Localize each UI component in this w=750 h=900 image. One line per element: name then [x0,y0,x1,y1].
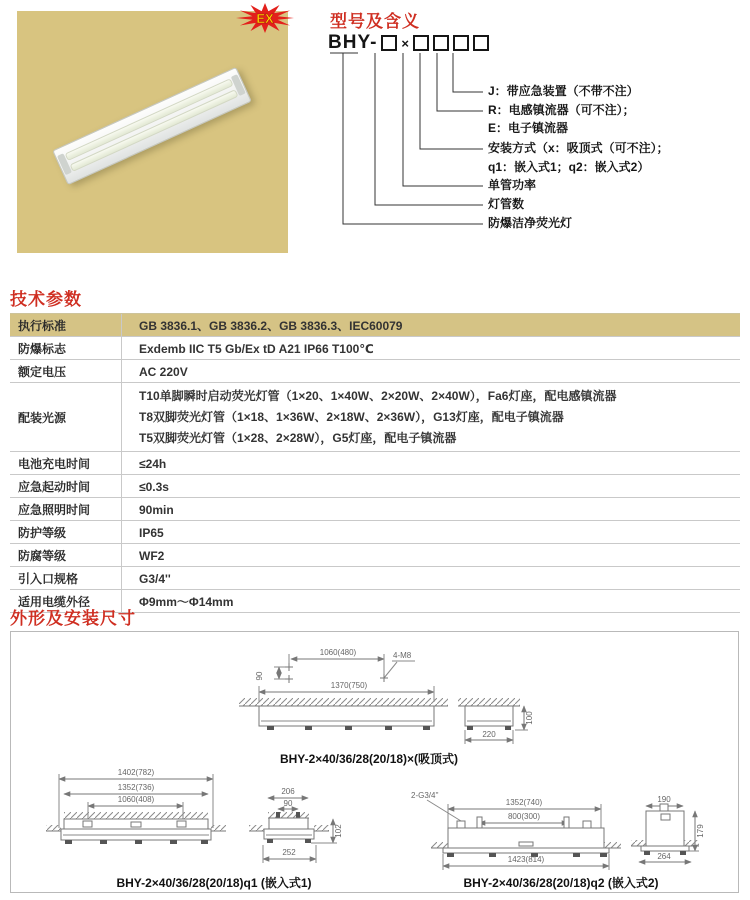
connector-emergency [453,53,483,92]
product-photo [17,11,288,253]
drawing-recessed-1 [46,768,343,863]
row-label: 防护等级 [18,526,67,540]
row-label: 电池充电时间 [18,457,91,471]
dim-label: 1370(750) [330,681,368,690]
model-label-power: 单管功率 [488,178,537,192]
fixture-side-view [458,698,534,744]
dim-label: 102 [334,824,343,838]
row-value-line: T5双脚荧光灯管（1×28、2×28W），G5灯座，配电子镇流器 [139,431,457,445]
dim-label: 90 [255,671,264,681]
tech-params-table [10,313,740,613]
cable-gland [660,804,668,811]
model-label-mounting-2: q1：嵌入式1；q2：嵌入式2） [488,160,650,174]
table-row [10,337,740,360]
dim-label: 252 [282,848,296,857]
mounting-hole-marks [285,663,388,683]
ceiling-hatch [268,812,309,818]
table-row [10,498,740,521]
model-label-electronic-ballast: E：电子镇流器 [488,121,569,135]
row-label: 应急照明时间 [18,503,91,517]
model-box-emergency [473,35,489,51]
row-value: 90min [121,498,740,520]
connector-ballast [437,53,483,111]
ceiling-hatch [239,698,448,706]
model-box-tube-count [381,35,397,51]
fluorescent-tube [70,89,239,172]
cable-gland [457,821,465,828]
row-label: 防爆标志 [18,342,67,356]
row-value: IP65 [121,521,740,543]
model-box-mounting [433,35,449,51]
dim-label: 179 [696,824,705,838]
dim-label: 1352(736) [117,783,155,792]
row-value: GB 3836.1、GB 3836.2、GB 3836.3、IEC60079 [121,314,740,336]
drawing-caption-ceiling: BHY-2×40/36/28(20/18)×(吸顶式) [279,752,459,766]
model-label-mounting: 安装方式（x：吸顶式（可不注）； [488,141,669,155]
row-value: Exdemb IIC T5 Gb/Ex tD A21 IP66 T100℃ [121,337,740,359]
table-row [10,475,740,498]
model-label-emergency: J：带应急装置（不带不注） [488,84,639,98]
dim-label: 206 [281,787,295,796]
model-label-inductive-ballast: R：电感镇流器（可不注）； [488,103,635,117]
table-row [10,567,740,590]
ex-logo [235,1,295,35]
row-value [121,383,740,451]
model-section-title: 型号及含义 [330,12,420,31]
dimensions-title: 外形及安装尺寸 [10,609,136,628]
cable-gland [583,821,591,828]
row-value-line: T8双脚荧光灯管（1×18、1×36W、2×18W、2×36W），G13灯座，配电子镇流器 [139,410,564,424]
tech-params-title: 技术参数 [10,290,82,309]
dim-label: 264 [657,852,671,861]
model-box-power [413,35,429,51]
drawing-recessed-2 [411,791,705,870]
row-value: AC 220V [121,360,740,382]
dim-label: 220 [482,730,496,739]
row-label: 配装光源 [18,411,67,425]
dim-label: 90 [283,799,293,808]
connector-mounting [420,53,483,149]
row-value: ≤0.3s [121,475,740,497]
connector-tubes [375,53,483,205]
dim-label: 1060(408) [117,795,155,804]
fluorescent-tube [65,78,234,161]
row-value: ≤24h [121,452,740,474]
table-row [10,521,740,544]
fixture-side-view [249,787,343,863]
dim-label: 100 [525,711,534,725]
dim-label: 800(300) [507,812,541,821]
dim-label: 1402(782) [117,768,155,777]
dim-label: 190 [657,795,671,804]
table-row [10,383,740,452]
ceiling-hatch [458,698,520,706]
drawings-panel [10,631,739,893]
dim-label: 4-M8 [393,651,412,660]
ex-logo-text: EX [256,11,274,26]
dim-label: 1423(814) [507,855,545,864]
row-label: 适用电缆外径 [18,595,91,609]
fixture-side-view [631,795,705,862]
dim-label: 1352(740) [505,798,543,807]
row-value-line: T10单脚瞬时启动荧光灯管（1×20、1×40W、2×20W、2×40W），Fa6灯座，配电感镇流器 [139,389,617,403]
dim-label: 1060(480) [319,648,357,657]
row-label: 应急起动时间 [18,480,91,494]
row-value: WF2 [121,544,740,566]
model-box-ballast [453,35,469,51]
fixture-front-view [259,706,434,726]
model-code [328,33,489,53]
drawing-ceiling-mount [239,648,534,744]
table-row [10,544,740,567]
fluorescent-fixture-image [52,67,252,185]
row-value: Φ9mm～Φ14mm [121,590,740,612]
row-label: 引入口规格 [18,572,79,586]
model-prefix: BHY- [328,32,378,53]
connector-power [403,53,483,186]
multiply-sign: × [401,35,409,51]
connector-name [343,53,483,224]
table-row [10,314,740,337]
drawing-caption-recessed-1: BHY-2×40/36/28(20/18)q1 (嵌入式1) [116,876,312,890]
row-label: 执行标准 [18,319,67,333]
row-label: 额定电压 [18,365,67,379]
row-label: 防腐等级 [18,549,67,563]
dim-label: 2-G3/4'' [411,791,439,800]
drawing-caption-recessed-2: BHY-2×40/36/28(20/18)q2 (嵌入式2) [463,876,659,890]
table-row [10,360,740,383]
ceiling-hatch [64,812,208,819]
model-label-product-name: 防爆洁净荧光灯 [488,216,573,230]
table-row [10,452,740,475]
model-label-tube-count: 灯管数 [488,197,525,211]
row-value: G3/4'' [121,567,740,589]
